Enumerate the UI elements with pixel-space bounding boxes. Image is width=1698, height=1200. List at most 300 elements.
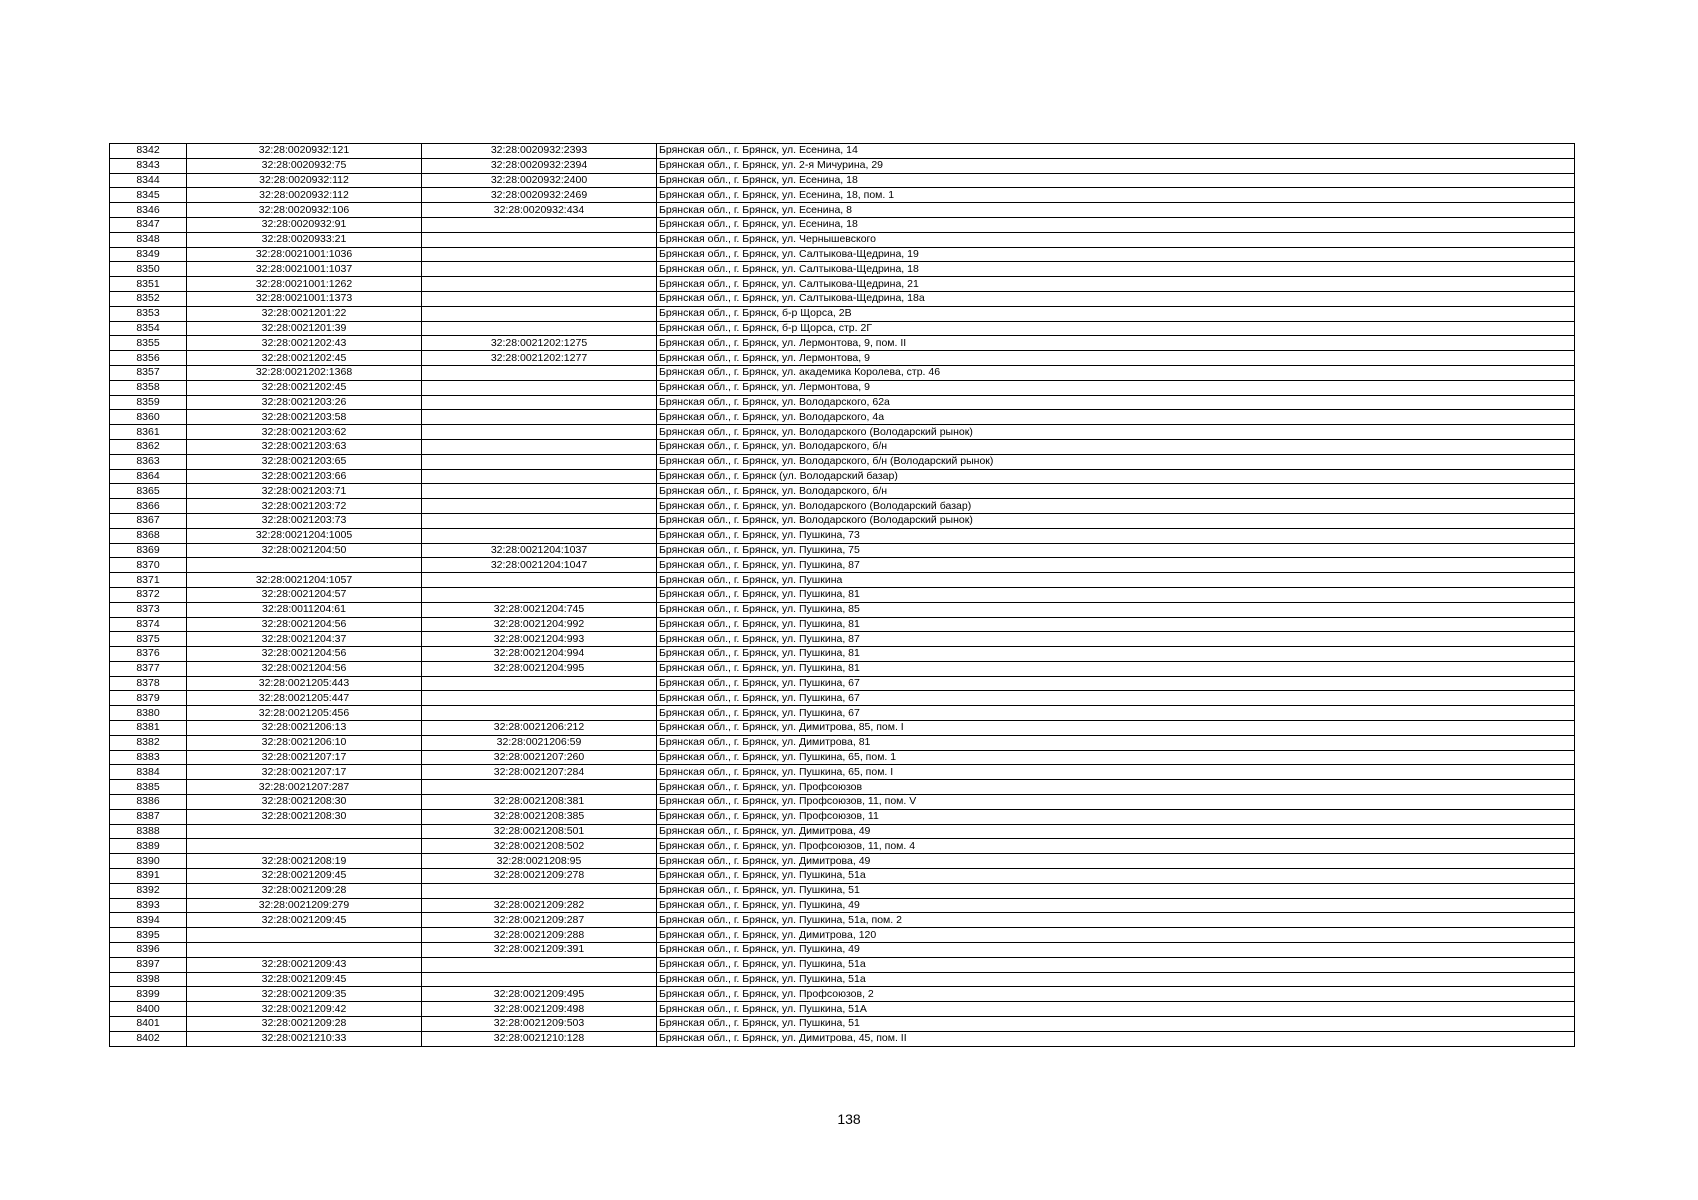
row-number-cell: 8383 [110, 750, 187, 765]
address-cell: Брянская обл., г. Брянск, ул. Салтыкова-Щедрина, 21 [657, 277, 1575, 292]
row-number-cell: 8344 [110, 173, 187, 188]
table-row [110, 943, 1575, 958]
building-cadastral-cell: 32:28:0021209:391 [422, 943, 657, 958]
land-plot-cadastral-cell: 32:28:0021209:45 [187, 913, 422, 928]
building-cadastral-cell [422, 499, 657, 514]
address-cell: Брянская обл., г. Брянск, ул. Пушкина, 81 [657, 617, 1575, 632]
table-row [110, 410, 1575, 425]
building-cadastral-cell: 32:28:0021209:278 [422, 869, 657, 884]
building-cadastral-cell: 32:28:0021202:1275 [422, 336, 657, 351]
address-cell: Брянская обл., г. Брянск, ул. Пушкина, 49 [657, 898, 1575, 913]
table-row [110, 795, 1575, 810]
address-cell: Брянская обл., г. Брянск, ул. Пушкина, 67 [657, 676, 1575, 691]
building-cadastral-cell: 32:28:0021206:59 [422, 735, 657, 750]
row-number-cell: 8364 [110, 469, 187, 484]
building-cadastral-cell: 32:28:0021204:1047 [422, 558, 657, 573]
address-cell: Брянская обл., г. Брянск, ул. Салтыкова-Щедрина, 18а [657, 291, 1575, 306]
address-cell: Брянская обл., г. Брянск, ул. Пушкина, 49 [657, 943, 1575, 958]
address-cell: Брянская обл., г. Брянск, ул. Пушкина, 51а [657, 957, 1575, 972]
address-cell: Брянская обл., г. Брянск, ул. Пушкина, 65, пом. I [657, 765, 1575, 780]
row-number-cell: 8367 [110, 513, 187, 528]
building-cadastral-cell: 32:28:0021204:992 [422, 617, 657, 632]
row-number-cell: 8363 [110, 454, 187, 469]
address-cell: Брянская обл., г. Брянск, ул. Пушкина, 85 [657, 602, 1575, 617]
row-number-cell: 8358 [110, 380, 187, 395]
land-plot-cadastral-cell: 32:28:0021205:443 [187, 676, 422, 691]
address-cell: Брянская обл., г. Брянск, ул. Есенина, 14 [657, 144, 1575, 159]
address-cell: Брянская обл., г. Брянск, ул. Пушкина, 65, пом. 1 [657, 750, 1575, 765]
building-cadastral-cell: 32:28:0021209:287 [422, 913, 657, 928]
table-row [110, 247, 1575, 262]
row-number-cell: 8365 [110, 484, 187, 499]
building-cadastral-cell [422, 469, 657, 484]
row-number-cell: 8396 [110, 943, 187, 958]
address-cell: Брянская обл., г. Брянск, ул. Есенина, 18 [657, 217, 1575, 232]
table-row [110, 291, 1575, 306]
land-plot-cadastral-cell: 32:28:0021203:65 [187, 454, 422, 469]
row-number-cell: 8371 [110, 573, 187, 588]
building-cadastral-cell [422, 691, 657, 706]
address-cell: Брянская обл., г. Брянск, ул. Володарского, 62а [657, 395, 1575, 410]
table-row [110, 987, 1575, 1002]
land-plot-cadastral-cell: 32:28:0021201:22 [187, 306, 422, 321]
land-plot-cadastral-cell: 32:28:0021207:287 [187, 780, 422, 795]
land-plot-cadastral-cell [187, 928, 422, 943]
row-number-cell: 8362 [110, 439, 187, 454]
land-plot-cadastral-cell [187, 943, 422, 958]
building-cadastral-cell [422, 395, 657, 410]
land-plot-cadastral-cell: 32:28:0021001:1036 [187, 247, 422, 262]
table-row [110, 306, 1575, 321]
table-row [110, 883, 1575, 898]
building-cadastral-cell [422, 573, 657, 588]
table-row [110, 809, 1575, 824]
table-row [110, 336, 1575, 351]
land-plot-cadastral-cell: 32:28:0021204:57 [187, 587, 422, 602]
address-cell: Брянская обл., г. Брянск, ул. Профсоюзов, 11 [657, 809, 1575, 824]
building-cadastral-cell: 32:28:0021208:95 [422, 854, 657, 869]
table-row [110, 144, 1575, 159]
land-plot-cadastral-cell: 32:28:0021210:33 [187, 1031, 422, 1046]
address-cell: Брянская обл., г. Брянск, ул. Володарского, б/н [657, 484, 1575, 499]
building-cadastral-cell [422, 425, 657, 440]
land-plot-cadastral-cell: 32:28:0021204:37 [187, 632, 422, 647]
row-number-cell: 8402 [110, 1031, 187, 1046]
table-row [110, 1017, 1575, 1032]
building-cadastral-cell: 32:28:0021206:212 [422, 721, 657, 736]
building-cadastral-cell: 32:28:0021209:288 [422, 928, 657, 943]
land-plot-cadastral-cell: 32:28:0021203:72 [187, 499, 422, 514]
table-row [110, 173, 1575, 188]
building-cadastral-cell: 32:28:0021204:745 [422, 602, 657, 617]
address-cell: Брянская обл., г. Брянск, ул. Димитрова, 120 [657, 928, 1575, 943]
row-number-cell: 8397 [110, 957, 187, 972]
table-row [110, 1031, 1575, 1046]
address-cell: Брянская обл., г. Брянск, ул. Салтыкова-Щедрина, 18 [657, 262, 1575, 277]
table-row [110, 454, 1575, 469]
land-plot-cadastral-cell: 32:28:0021203:71 [187, 484, 422, 499]
building-cadastral-cell: 32:28:0021209:282 [422, 898, 657, 913]
row-number-cell: 8348 [110, 232, 187, 247]
address-cell: Брянская обл., г. Брянск, ул. Димитрова, 85, пом. I [657, 721, 1575, 736]
land-plot-cadastral-cell: 32:28:0021206:13 [187, 721, 422, 736]
land-plot-cadastral-cell: 32:28:0021203:58 [187, 410, 422, 425]
address-cell: Брянская обл., г. Брянск, б-р Щорса, 2В [657, 306, 1575, 321]
address-cell: Брянская обл., г. Брянск, ул. Лермонтова, 9, пом. II [657, 336, 1575, 351]
land-plot-cadastral-cell: 32:28:0021203:66 [187, 469, 422, 484]
land-plot-cadastral-cell: 32:28:0021202:45 [187, 351, 422, 366]
land-plot-cadastral-cell: 32:28:0021209:28 [187, 883, 422, 898]
land-plot-cadastral-cell [187, 558, 422, 573]
row-number-cell: 8353 [110, 306, 187, 321]
building-cadastral-cell [422, 706, 657, 721]
address-cell: Брянская обл., г. Брянск, ул. академика Королева, стр. 46 [657, 365, 1575, 380]
row-number-cell: 8393 [110, 898, 187, 913]
table-row [110, 439, 1575, 454]
table-row [110, 158, 1575, 173]
building-cadastral-cell [422, 587, 657, 602]
row-number-cell: 8376 [110, 647, 187, 662]
land-plot-cadastral-cell: 32:28:0021203:26 [187, 395, 422, 410]
building-cadastral-cell [422, 972, 657, 987]
building-cadastral-cell [422, 454, 657, 469]
row-number-cell: 8352 [110, 291, 187, 306]
building-cadastral-cell [422, 484, 657, 499]
table-row [110, 913, 1575, 928]
land-plot-cadastral-cell: 32:28:0020932:112 [187, 173, 422, 188]
building-cadastral-cell: 32:28:0021202:1277 [422, 351, 657, 366]
address-cell: Брянская обл., г. Брянск, ул. Володарского (Володарский рынок) [657, 513, 1575, 528]
address-cell: Брянская обл., г. Брянск, ул. Есенина, 18 [657, 173, 1575, 188]
table-row [110, 528, 1575, 543]
land-plot-cadastral-cell: 32:28:0021001:1037 [187, 262, 422, 277]
row-number-cell: 8381 [110, 721, 187, 736]
table-row [110, 972, 1575, 987]
land-plot-cadastral-cell: 32:28:0021207:17 [187, 765, 422, 780]
address-cell: Брянская обл., г. Брянск, ул. Пушкина, 51а, пом. 2 [657, 913, 1575, 928]
row-number-cell: 8368 [110, 528, 187, 543]
row-number-cell: 8366 [110, 499, 187, 514]
land-plot-cadastral-cell: 32:28:0020932:75 [187, 158, 422, 173]
row-number-cell: 8398 [110, 972, 187, 987]
row-number-cell: 8377 [110, 661, 187, 676]
table-row [110, 632, 1575, 647]
address-cell: Брянская обл., г. Брянск, ул. Профсоюзов, 2 [657, 987, 1575, 1002]
address-cell: Брянская обл., г. Брянск, ул. Пушкина, 87 [657, 632, 1575, 647]
building-cadastral-cell [422, 217, 657, 232]
row-number-cell: 8382 [110, 735, 187, 750]
row-number-cell: 8360 [110, 410, 187, 425]
table-row [110, 706, 1575, 721]
building-cadastral-cell: 32:28:0021208:381 [422, 795, 657, 810]
row-number-cell: 8346 [110, 203, 187, 218]
address-cell: Брянская обл., г. Брянск, ул. Чернышевского [657, 232, 1575, 247]
land-plot-cadastral-cell: 32:28:0021209:43 [187, 957, 422, 972]
address-cell: Брянская обл., г. Брянск, ул. Пушкина, 73 [657, 528, 1575, 543]
address-cell: Брянская обл., г. Брянск, ул. Володарского (Володарский базар) [657, 499, 1575, 514]
row-number-cell: 8384 [110, 765, 187, 780]
land-plot-cadastral-cell: 32:28:0021209:45 [187, 869, 422, 884]
table-row [110, 484, 1575, 499]
address-cell: Брянская обл., г. Брянск, ул. 2-я Мичурина, 29 [657, 158, 1575, 173]
table-row [110, 898, 1575, 913]
table-row [110, 854, 1575, 869]
land-plot-cadastral-cell: 32:28:0020932:91 [187, 217, 422, 232]
land-plot-cadastral-cell: 32:28:0021209:279 [187, 898, 422, 913]
row-number-cell: 8373 [110, 602, 187, 617]
building-cadastral-cell: 32:28:0021204:994 [422, 647, 657, 662]
land-plot-cadastral-cell [187, 824, 422, 839]
table-row [110, 395, 1575, 410]
address-cell: Брянская обл., г. Брянск, ул. Димитрова, 45, пом. II [657, 1031, 1575, 1046]
row-number-cell: 8400 [110, 1002, 187, 1017]
table-row [110, 750, 1575, 765]
building-cadastral-cell: 32:28:0021208:501 [422, 824, 657, 839]
row-number-cell: 8345 [110, 188, 187, 203]
land-plot-cadastral-cell [187, 839, 422, 854]
land-plot-cadastral-cell: 32:28:0021208:30 [187, 795, 422, 810]
building-cadastral-cell [422, 291, 657, 306]
address-cell: Брянская обл., г. Брянск, ул. Пушкина, 81 [657, 587, 1575, 602]
address-cell: Брянская обл., г. Брянск, ул. Димитрова, 49 [657, 854, 1575, 869]
land-plot-cadastral-cell: 32:28:0021202:1368 [187, 365, 422, 380]
address-cell: Брянская обл., г. Брянск, ул. Пушкина, 75 [657, 543, 1575, 558]
row-number-cell: 8349 [110, 247, 187, 262]
address-cell: Брянская обл., г. Брянск, ул. Пушкина [657, 573, 1575, 588]
row-number-cell: 8392 [110, 883, 187, 898]
address-cell: Брянская обл., г. Брянск, ул. Пушкина, 51А [657, 1002, 1575, 1017]
row-number-cell: 8379 [110, 691, 187, 706]
address-cell: Брянская обл., г. Брянск, ул. Володарского, 4а [657, 410, 1575, 425]
address-cell: Брянская обл., г. Брянск, ул. Профсоюзов, 11, пом. 4 [657, 839, 1575, 854]
building-cadastral-cell [422, 262, 657, 277]
land-plot-cadastral-cell: 32:28:0021204:56 [187, 647, 422, 662]
row-number-cell: 8361 [110, 425, 187, 440]
row-number-cell: 8355 [110, 336, 187, 351]
table-row [110, 765, 1575, 780]
address-cell: Брянская обл., г. Брянск, ул. Димитрова, 49 [657, 824, 1575, 839]
table-row [110, 869, 1575, 884]
table-row [110, 499, 1575, 514]
table-row [110, 262, 1575, 277]
table-row [110, 780, 1575, 795]
land-plot-cadastral-cell: 32:28:0021206:10 [187, 735, 422, 750]
address-cell: Брянская обл., г. Брянск, ул. Пушкина, 81 [657, 661, 1575, 676]
page-number: 138 [837, 1111, 861, 1127]
building-cadastral-cell [422, 277, 657, 292]
building-cadastral-cell: 32:28:0020932:434 [422, 203, 657, 218]
address-cell: Брянская обл., г. Брянск, ул. Есенина, 8 [657, 203, 1575, 218]
table-row [110, 824, 1575, 839]
building-cadastral-cell [422, 883, 657, 898]
building-cadastral-cell: 32:28:0021204:1037 [422, 543, 657, 558]
table-row [110, 351, 1575, 366]
table-row [110, 573, 1575, 588]
land-plot-cadastral-cell: 32:28:0021209:28 [187, 1017, 422, 1032]
address-cell: Брянская обл., г. Брянск, ул. Володарского, б/н [657, 439, 1575, 454]
building-cadastral-cell [422, 513, 657, 528]
row-number-cell: 8388 [110, 824, 187, 839]
address-cell: Брянская обл., г. Брянск, ул. Пушкина, 67 [657, 706, 1575, 721]
land-plot-cadastral-cell: 32:28:0020932:106 [187, 203, 422, 218]
row-number-cell: 8390 [110, 854, 187, 869]
land-plot-cadastral-cell: 32:28:0021209:45 [187, 972, 422, 987]
row-number-cell: 8401 [110, 1017, 187, 1032]
table-row [110, 721, 1575, 736]
table-row [110, 661, 1575, 676]
land-plot-cadastral-cell: 32:28:0021204:56 [187, 617, 422, 632]
building-cadastral-cell: 32:28:0021209:503 [422, 1017, 657, 1032]
table-row [110, 617, 1575, 632]
address-cell: Брянская обл., г. Брянск, ул. Пушкина, 51а [657, 972, 1575, 987]
building-cadastral-cell [422, 676, 657, 691]
row-number-cell: 8347 [110, 217, 187, 232]
building-cadastral-cell: 32:28:0021207:284 [422, 765, 657, 780]
row-number-cell: 8372 [110, 587, 187, 602]
land-plot-cadastral-cell: 32:28:0011204:61 [187, 602, 422, 617]
row-number-cell: 8391 [110, 869, 187, 884]
building-cadastral-cell: 32:28:0021209:498 [422, 1002, 657, 1017]
table-row [110, 321, 1575, 336]
table-row [110, 380, 1575, 395]
table-row [110, 469, 1575, 484]
land-plot-cadastral-cell: 32:28:0021209:35 [187, 987, 422, 1002]
table-row [110, 188, 1575, 203]
building-cadastral-cell [422, 780, 657, 795]
table-row [110, 217, 1575, 232]
table-row [110, 957, 1575, 972]
building-cadastral-cell: 32:28:0020932:2394 [422, 158, 657, 173]
address-cell: Брянская обл., г. Брянск, ул. Пушкина, 51 [657, 1017, 1575, 1032]
address-cell: Брянская обл., г. Брянск, ул. Володарского (Володарский рынок) [657, 425, 1575, 440]
building-cadastral-cell: 32:28:0020932:2469 [422, 188, 657, 203]
address-cell: Брянская обл., г. Брянск, ул. Есенина, 18, пом. 1 [657, 188, 1575, 203]
address-cell: Брянская обл., г. Брянск, ул. Пушкина, 67 [657, 691, 1575, 706]
address-cell: Брянская обл., г. Брянск, ул. Пушкина, 51а [657, 869, 1575, 884]
land-plot-cadastral-cell: 32:28:0021204:1057 [187, 573, 422, 588]
address-cell: Брянская обл., г. Брянск, ул. Салтыкова-Щедрина, 19 [657, 247, 1575, 262]
table-row [110, 691, 1575, 706]
table-row [110, 277, 1575, 292]
table-row [110, 928, 1575, 943]
address-cell: Брянская обл., г. Брянск, ул. Пушкина, 51 [657, 883, 1575, 898]
row-number-cell: 8386 [110, 795, 187, 810]
table-row [110, 203, 1575, 218]
row-number-cell: 8380 [110, 706, 187, 721]
building-cadastral-cell: 32:28:0021209:495 [422, 987, 657, 1002]
table-row [110, 425, 1575, 440]
table-row [110, 232, 1575, 247]
land-plot-cadastral-cell: 32:28:0021204:56 [187, 661, 422, 676]
land-plot-cadastral-cell: 32:28:0021203:63 [187, 439, 422, 454]
land-plot-cadastral-cell: 32:28:0021203:62 [187, 425, 422, 440]
building-cadastral-cell: 32:28:0021207:260 [422, 750, 657, 765]
building-cadastral-cell [422, 439, 657, 454]
land-plot-cadastral-cell: 32:28:0021202:45 [187, 380, 422, 395]
land-plot-cadastral-cell: 32:28:0021209:42 [187, 1002, 422, 1017]
table-row [110, 676, 1575, 691]
row-number-cell: 8354 [110, 321, 187, 336]
row-number-cell: 8375 [110, 632, 187, 647]
table-row [110, 543, 1575, 558]
table-row [110, 647, 1575, 662]
land-plot-cadastral-cell: 32:28:0021202:43 [187, 336, 422, 351]
row-number-cell: 8370 [110, 558, 187, 573]
table-row [110, 735, 1575, 750]
building-cadastral-cell [422, 321, 657, 336]
land-plot-cadastral-cell: 32:28:0021001:1373 [187, 291, 422, 306]
land-plot-cadastral-cell: 32:28:0020932:121 [187, 144, 422, 159]
land-plot-cadastral-cell: 32:28:0021205:456 [187, 706, 422, 721]
building-cadastral-cell: 32:28:0021208:385 [422, 809, 657, 824]
table-row [110, 558, 1575, 573]
row-number-cell: 8378 [110, 676, 187, 691]
address-cell: Брянская обл., г. Брянск, ул. Пушкина, 87 [657, 558, 1575, 573]
row-number-cell: 8356 [110, 351, 187, 366]
address-cell: Брянская обл., г. Брянск, ул. Володарского, б/н (Володарский рынок) [657, 454, 1575, 469]
land-plot-cadastral-cell: 32:28:0020933:21 [187, 232, 422, 247]
land-plot-cadastral-cell: 32:28:0021204:50 [187, 543, 422, 558]
land-plot-cadastral-cell: 32:28:0021001:1262 [187, 277, 422, 292]
address-cell: Брянская обл., г. Брянск, б-р Щорса, стр. 2Г [657, 321, 1575, 336]
building-cadastral-cell: 32:28:0021208:502 [422, 839, 657, 854]
address-cell: Брянская обл., г. Брянск, ул. Лермонтова, 9 [657, 351, 1575, 366]
address-cell: Брянская обл., г. Брянск, ул. Димитрова, 81 [657, 735, 1575, 750]
register-table [109, 143, 1575, 1047]
land-plot-cadastral-cell: 32:28:0021208:19 [187, 854, 422, 869]
table-row [110, 839, 1575, 854]
building-cadastral-cell: 32:28:0021210:128 [422, 1031, 657, 1046]
row-number-cell: 8343 [110, 158, 187, 173]
building-cadastral-cell [422, 380, 657, 395]
address-cell: Брянская обл., г. Брянск, ул. Лермонтова, 9 [657, 380, 1575, 395]
building-cadastral-cell: 32:28:0021204:995 [422, 661, 657, 676]
building-cadastral-cell [422, 528, 657, 543]
table-row [110, 602, 1575, 617]
address-cell: Брянская обл., г. Брянск, ул. Пушкина, 81 [657, 647, 1575, 662]
row-number-cell: 8395 [110, 928, 187, 943]
row-number-cell: 8399 [110, 987, 187, 1002]
row-number-cell: 8350 [110, 262, 187, 277]
table-row [110, 513, 1575, 528]
row-number-cell: 8342 [110, 144, 187, 159]
land-plot-cadastral-cell: 32:28:0021201:39 [187, 321, 422, 336]
table-row [110, 365, 1575, 380]
building-cadastral-cell [422, 410, 657, 425]
table-row [110, 587, 1575, 602]
land-plot-cadastral-cell: 32:28:0021208:30 [187, 809, 422, 824]
row-number-cell: 8359 [110, 395, 187, 410]
building-cadastral-cell [422, 232, 657, 247]
building-cadastral-cell: 32:28:0021204:993 [422, 632, 657, 647]
row-number-cell: 8387 [110, 809, 187, 824]
land-plot-cadastral-cell: 32:28:0020932:112 [187, 188, 422, 203]
land-plot-cadastral-cell: 32:28:0021205:447 [187, 691, 422, 706]
building-cadastral-cell: 32:28:0020932:2400 [422, 173, 657, 188]
address-cell: Брянская обл., г. Брянск (ул. Володарский базар) [657, 469, 1575, 484]
row-number-cell: 8357 [110, 365, 187, 380]
land-plot-cadastral-cell: 32:28:0021204:1005 [187, 528, 422, 543]
building-cadastral-cell: 32:28:0020932:2393 [422, 144, 657, 159]
row-number-cell: 8369 [110, 543, 187, 558]
row-number-cell: 8394 [110, 913, 187, 928]
row-number-cell: 8385 [110, 780, 187, 795]
row-number-cell: 8351 [110, 277, 187, 292]
address-cell: Брянская обл., г. Брянск, ул. Профсоюзов, 11, пом. V [657, 795, 1575, 810]
building-cadastral-cell [422, 957, 657, 972]
building-cadastral-cell [422, 365, 657, 380]
building-cadastral-cell [422, 306, 657, 321]
